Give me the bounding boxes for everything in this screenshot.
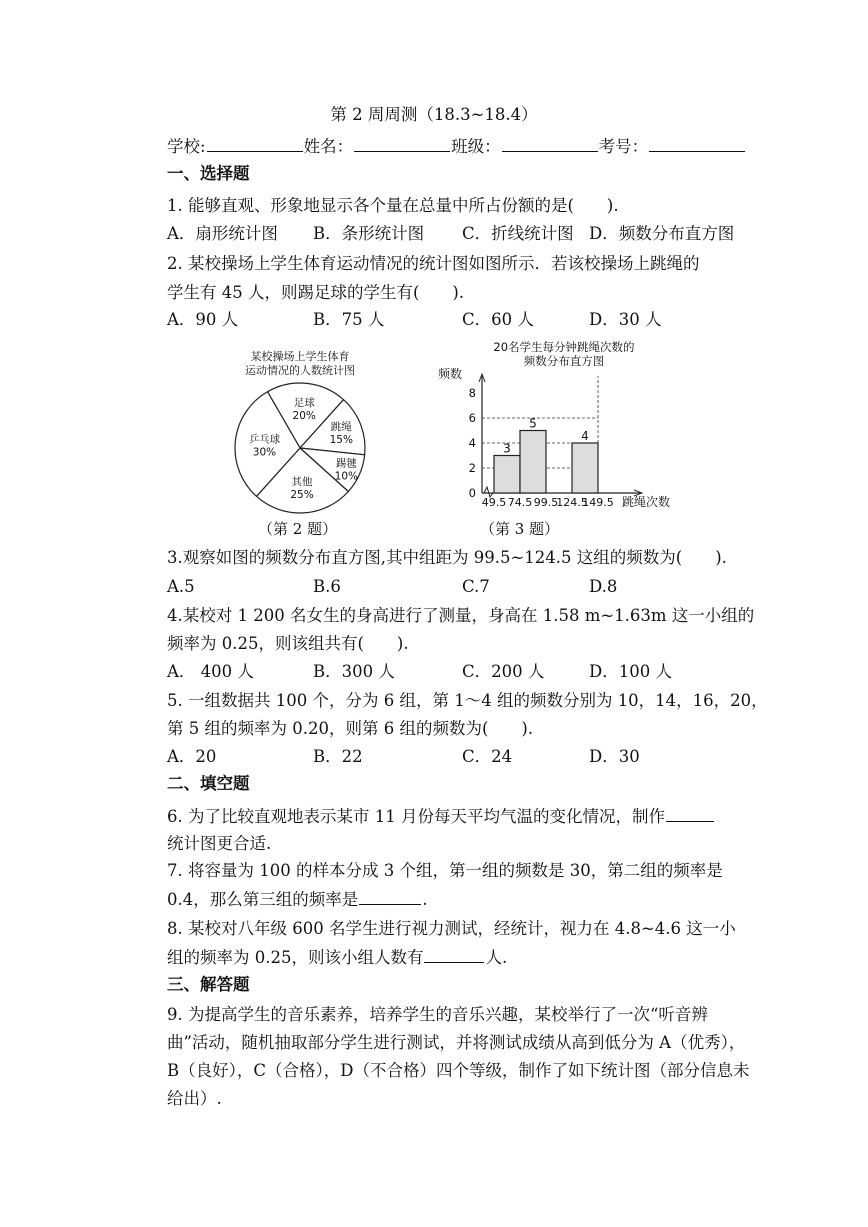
q4-option-a[interactable]: A． 400 人 bbox=[167, 662, 254, 681]
section-fill-heading: 二、填空题 bbox=[167, 774, 250, 793]
hist-marks bbox=[469, 374, 642, 509]
q8-answer-blank[interactable] bbox=[424, 945, 484, 963]
hist-x-tick-label: 99.5 bbox=[533, 496, 559, 509]
q7-line2 bbox=[167, 887, 428, 912]
hist-bar bbox=[520, 431, 546, 494]
q3-option-b[interactable]: B.6 bbox=[313, 577, 341, 596]
q2-stem-line1: 2. 某校操场上学生体育运动情况的统计图如图所示．若该校操场上跳绳的 bbox=[167, 254, 700, 273]
class-blank[interactable] bbox=[502, 134, 598, 152]
pie-slice-percent: 20% bbox=[292, 409, 316, 422]
pie-slice-label: 乒乓球 bbox=[248, 433, 281, 446]
q5-option-c[interactable]: C．24 bbox=[462, 747, 513, 766]
q5-stem-line2: 第 5 组的频率为 0.20，则第 6 组的频数为( ). bbox=[167, 719, 534, 738]
pie-chart bbox=[220, 346, 400, 516]
hist-bar-label: 5 bbox=[529, 416, 537, 431]
hist-x-tick-label: 74.5 bbox=[507, 496, 533, 509]
hist-x-label: 跳绳次数 bbox=[622, 495, 671, 509]
section-choice-heading: 一、选择题 bbox=[167, 164, 250, 183]
q2-option-d[interactable]: D．30 人 bbox=[589, 310, 662, 329]
histogram-chart bbox=[432, 338, 692, 514]
q3-option-a[interactable]: A.5 bbox=[167, 577, 195, 596]
pie-title-line2: 运动情况的人数统计图 bbox=[245, 364, 355, 377]
q1-option-b[interactable]: B．条形统计图 bbox=[313, 224, 425, 243]
q2-option-a[interactable]: A．90 人 bbox=[167, 310, 239, 329]
hist-y-tick-label: 6 bbox=[468, 411, 476, 425]
hist-bar bbox=[572, 443, 598, 493]
q2-option-b[interactable]: B．75 人 bbox=[313, 310, 385, 329]
hist-x-tick-label: 149.5 bbox=[582, 496, 614, 509]
q6-answer-blank[interactable] bbox=[666, 804, 714, 822]
info-line bbox=[167, 134, 746, 159]
pie-slice-percent: 15% bbox=[329, 434, 353, 447]
q5-stem-line1: 5. 一组数据共 100 个，分为 6 组，第 1～4 组的频数分别为 10，14，16，20， bbox=[167, 691, 768, 710]
page-title: 第 2 周周测（18.3~18.4） bbox=[330, 105, 538, 124]
pie-slice-label: 踢毽 bbox=[335, 457, 357, 470]
q7-stem-line1: 7. 将容量为 100 的样本分成 3 个组，第一组的频数是 30，第二组的频率是 bbox=[167, 861, 723, 880]
q9-line3: B（良好），C（合格），D（不合格）四个等级，制作了如下统计图（部分信息未 bbox=[167, 1061, 750, 1080]
hist-y-tick-label: 8 bbox=[468, 386, 476, 400]
q5-option-b[interactable]: B．22 bbox=[313, 747, 363, 766]
hist-bar-label: 3 bbox=[503, 441, 511, 456]
q3-stem: 3.观察如图的频数分布直方图,其中组距为 99.5~124.5 这组的频数为( ). bbox=[167, 548, 727, 567]
pie-slices bbox=[235, 383, 365, 513]
q9-line2: 曲”活动，随机抽取部分学生进行测试，并将测试成绩从高到低分为 A（优秀）， bbox=[167, 1033, 746, 1052]
figure-2-caption: （第 2 题） bbox=[258, 520, 338, 538]
q4-option-d[interactable]: D．100 人 bbox=[589, 662, 672, 681]
class-label: 班级： bbox=[451, 137, 501, 156]
hist-y-tick-label: 0 bbox=[468, 486, 476, 500]
pie-slice-label: 其他 bbox=[291, 475, 313, 488]
q9-line4: 给出）. bbox=[167, 1089, 222, 1108]
hist-x-tick-label: 49.5 bbox=[481, 496, 507, 509]
section-answer-heading: 三、解答题 bbox=[167, 975, 250, 994]
q9-line1: 9. 为提高学生的音乐素养，培养学生的音乐兴趣，某校举行了一次“听音辨 bbox=[167, 1005, 708, 1024]
hist-title-line2: 频数分布直方图 bbox=[523, 354, 605, 368]
hist-bar-label: 4 bbox=[581, 429, 589, 443]
q7-stem-end: . bbox=[422, 890, 428, 909]
hist-y-tick-label: 2 bbox=[468, 461, 476, 475]
figure-3-caption: （第 3 题） bbox=[480, 520, 560, 538]
q7-answer-blank[interactable] bbox=[359, 887, 421, 905]
q4-option-b[interactable]: B．300 人 bbox=[313, 662, 395, 681]
school-label: 学校: bbox=[167, 137, 206, 156]
hist-title-line1: 20名学生每分钟跳绳次数的 bbox=[493, 340, 635, 354]
q2-option-c[interactable]: C．60 人 bbox=[462, 310, 534, 329]
pie-slice-percent: 25% bbox=[290, 488, 314, 501]
hist-y-tick-label: 4 bbox=[468, 436, 476, 450]
q1-stem: 1. 能够直观、形象地显示各个量在总量中所占份额的是( ). bbox=[167, 196, 619, 215]
pie-slice-percent: 10% bbox=[334, 470, 358, 483]
hist-y-label: 频数 bbox=[438, 367, 463, 381]
pie-slice-label: 跳绳 bbox=[330, 421, 352, 434]
pie-title-line1: 某校操场上学生体育 bbox=[250, 350, 350, 363]
q5-option-a[interactable]: A．20 bbox=[167, 747, 217, 766]
q8-stem-end: 人. bbox=[485, 948, 508, 967]
name-label: 姓名： bbox=[303, 137, 354, 156]
q1-option-d[interactable]: D．频数分布直方图 bbox=[589, 224, 735, 243]
q4-option-c[interactable]: C．200 人 bbox=[462, 662, 545, 681]
q6-stem-line2: 统计图更合适. bbox=[167, 834, 272, 853]
q8-line2 bbox=[167, 945, 507, 970]
id-blank[interactable] bbox=[649, 134, 745, 152]
id-label: 考号： bbox=[598, 137, 649, 156]
q7-stem-text: 0.4，那么第三组的频率是 bbox=[167, 890, 359, 909]
figure-3-histogram bbox=[432, 338, 692, 514]
school-blank[interactable] bbox=[207, 134, 303, 152]
q2-stem-line2: 学生有 45 人，则踢足球的学生有( ). bbox=[167, 283, 465, 302]
figure-2-pie bbox=[220, 346, 400, 516]
q8-stem-text: 组的频率为 0.25，则该小组人数有 bbox=[167, 948, 424, 967]
q4-stem-line1: 4.某校对 1 200 名女生的身高进行了测量，身高在 1.58 m~1.63m 这一小组的 bbox=[167, 606, 755, 625]
q3-option-c[interactable]: C.7 bbox=[462, 577, 490, 596]
q4-stem-line2: 频率为 0.25，则该组共有( ). bbox=[167, 634, 409, 653]
hist-x-tick-label: 124.5 bbox=[556, 496, 588, 509]
name-blank[interactable] bbox=[354, 134, 450, 152]
q1-option-c[interactable]: C．折线统计图 bbox=[462, 224, 574, 243]
pie-slice-label: 足球 bbox=[293, 396, 315, 409]
hist-bar bbox=[494, 456, 520, 494]
q8-stem-line1: 8. 某校对八年级 600 名学生进行视力测试，经统计，视力在 4.8~4.6 这一小 bbox=[167, 919, 736, 938]
q6-line1 bbox=[167, 804, 715, 829]
q6-stem-text: 6. 为了比较直观地表示某市 11 月份每天平均气温的变化情况，制作 bbox=[167, 807, 665, 826]
pie-slice-percent: 30% bbox=[252, 446, 277, 459]
q5-option-d[interactable]: D．30 bbox=[589, 747, 640, 766]
q1-option-a[interactable]: A．扇形统计图 bbox=[167, 224, 278, 243]
q3-option-d[interactable]: D.8 bbox=[589, 577, 618, 596]
